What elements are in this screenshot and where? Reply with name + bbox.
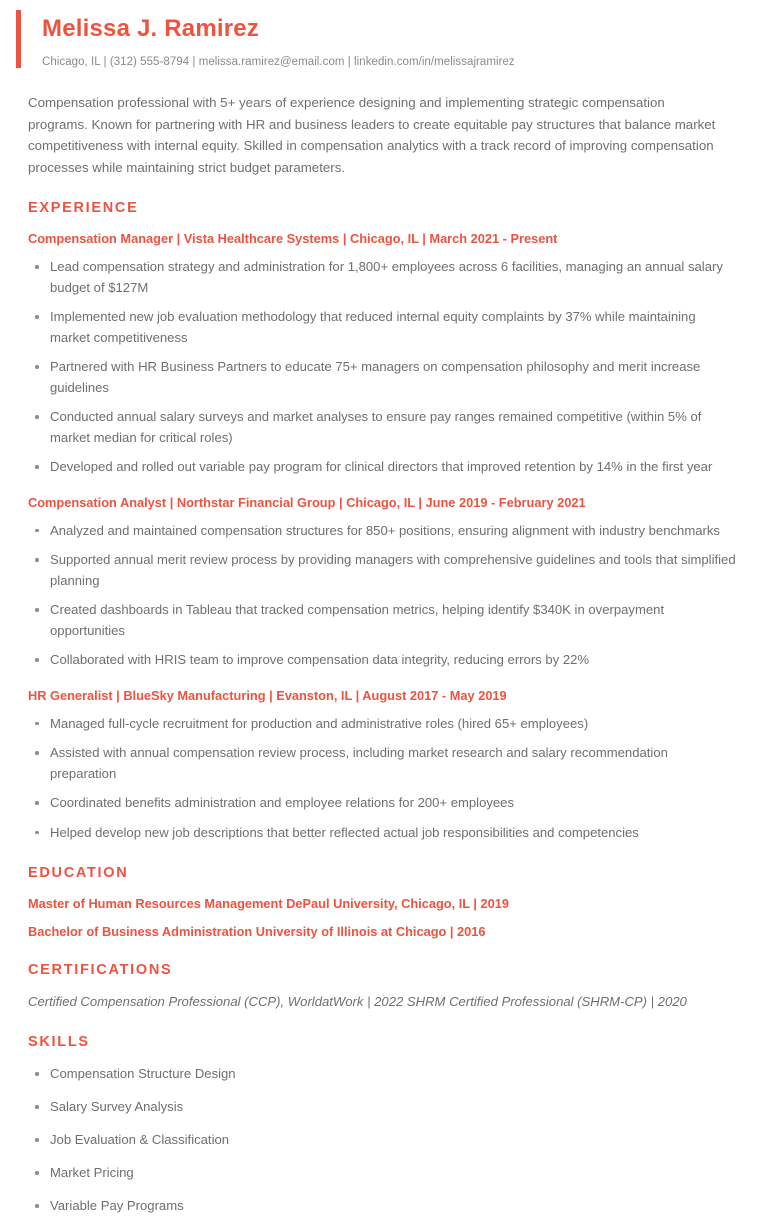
job-bullet xyxy=(28,823,746,844)
education-entry: Bachelor of Business Administration University of Illinois at Chicago | 2016 xyxy=(28,924,486,939)
job-bullet-text: Analyzed and maintained compensation structures for 850+ positions, ensuring alignment with industry benchmarks xyxy=(50,522,720,538)
skill-item-text: Variable Pay Programs xyxy=(50,1198,184,1213)
job-bullet xyxy=(28,457,746,478)
bullet-dot-icon xyxy=(35,722,39,726)
job-bullet-text: Conducted annual salary surveys and market analyses to ensure pay ranges remained competitive (within 5% of market median for critical roles) xyxy=(50,409,702,445)
skill-item xyxy=(28,1097,746,1117)
bullet-dot-icon xyxy=(35,265,39,269)
job-heading: Compensation Manager | Vista Healthcare Systems | Chicago, IL | March 2021 - Present xyxy=(28,231,558,246)
job-heading: HR Generalist | BlueSky Manufacturing | Evanston, IL | August 2017 - May 2019 xyxy=(28,687,507,703)
skill-item-text: Job Evaluation & Classification xyxy=(50,1132,230,1147)
bullet-dot-icon xyxy=(35,831,39,835)
job-bullet-text: Coordinated benefits administration and employee relations for 200+ employees xyxy=(50,795,515,810)
skills-list xyxy=(28,1064,746,1216)
experience-entry xyxy=(28,687,746,844)
section-skills xyxy=(28,1034,746,1216)
section-title-education: EDUCATION xyxy=(28,865,129,881)
job-bullet xyxy=(28,793,746,814)
skill-item-text: Market Pricing xyxy=(50,1165,134,1180)
bullet-dot-icon xyxy=(35,558,39,562)
bullet-dot-icon xyxy=(35,315,39,319)
job-bullet-text: Created dashboards in Tableau that tracked compensation metrics, helping identify $340K in overpayment opportunities xyxy=(50,602,665,638)
job-bullet xyxy=(28,407,746,448)
job-bullet-text: Supported annual merit review process by providing managers with comprehensive guidelines and tools that simplified planning xyxy=(50,552,736,588)
experience-job-list xyxy=(28,230,746,843)
bullet-dot-icon xyxy=(35,365,39,369)
section-experience xyxy=(28,200,746,843)
bullet-dot-icon xyxy=(35,751,39,755)
skill-item xyxy=(28,1163,746,1183)
job-bullet-text: Partnered with HR Business Partners to educate 75+ managers on compensation philosophy and merit increase guidelines xyxy=(50,359,701,395)
bullet-dot-icon xyxy=(35,1105,39,1109)
bullet-dot-icon xyxy=(35,1204,39,1208)
job-bullet-text: Helped develop new job descriptions that better reflected actual job responsibilities and competencies xyxy=(50,824,639,840)
bullet-dot-icon xyxy=(35,1171,39,1175)
candidate-name: Melissa J. Ramirez xyxy=(42,15,260,42)
job-bullet xyxy=(28,743,746,784)
resume-header xyxy=(28,0,746,78)
skill-item xyxy=(28,1130,746,1150)
job-bullet xyxy=(28,357,746,398)
job-bullet xyxy=(28,600,746,641)
bullet-dot-icon xyxy=(35,608,39,612)
section-title-certifications: CERTIFICATIONS xyxy=(28,962,173,978)
job-bullet-text: Managed full-cycle recruitment for production and administrative roles (hired 65+ employees) xyxy=(50,715,589,731)
skill-item xyxy=(28,1064,746,1084)
job-bullet xyxy=(28,521,746,542)
skill-item-text: Compensation Structure Design xyxy=(50,1066,236,1081)
section-title-experience: EXPERIENCE xyxy=(28,200,139,216)
professional-summary: Compensation professional with 5+ years of experience designing and implementing strategic compensation programs. Known for partnering with HR and business leaders to create equitable pay structures that balance market competitiveness with internal equity. Skilled in compensation analytics with a track record of improving compensation processes while maintaining strict budget parameters. xyxy=(28,95,716,175)
section-education xyxy=(28,865,746,940)
job-bullet xyxy=(28,307,746,348)
bullet-dot-icon xyxy=(35,465,39,469)
skill-item xyxy=(28,1196,746,1216)
bullet-dot-icon xyxy=(35,658,39,662)
job-bullet-text: Assisted with annual compensation review process, including market research and salary recommendation preparation xyxy=(50,745,668,781)
experience-entry xyxy=(28,230,746,478)
job-bullet-list xyxy=(28,257,746,478)
contact-line: Chicago, IL | (312) 555-8794 | melissa.ramirez@email.com | linkedin.com/in/melissajramirez xyxy=(42,56,515,68)
job-bullet-list xyxy=(28,714,746,844)
bullet-dot-icon xyxy=(35,529,39,533)
job-bullet-text: Collaborated with HRIS team to improve compensation data integrity, reducing errors by 22% xyxy=(50,652,590,667)
job-bullet xyxy=(28,550,746,591)
job-bullet-text: Lead compensation strategy and administration for 1,800+ employees across 6 facilities, managing an annual salary budget of $127M xyxy=(50,259,723,295)
accent-bar-icon xyxy=(16,10,21,68)
section-certifications xyxy=(28,962,746,1012)
job-bullet-text: Implemented new job evaluation methodology that reduced internal equity complaints by 37% while maintaining market competitiveness xyxy=(50,309,696,345)
experience-entry xyxy=(28,494,746,671)
bullet-dot-icon xyxy=(35,1072,39,1076)
job-bullet xyxy=(28,650,746,671)
bullet-dot-icon xyxy=(35,415,39,419)
job-heading: Compensation Analyst | Northstar Financial Group | Chicago, IL | June 2019 - February 2021 xyxy=(28,494,586,510)
education-entry: Master of Human Resources Management DePaul University, Chicago, IL | 2019 xyxy=(28,896,510,911)
section-title-skills: SKILLS xyxy=(28,1034,90,1050)
bullet-dot-icon xyxy=(35,801,39,805)
job-bullet xyxy=(28,257,746,298)
job-bullet-text: Developed and rolled out variable pay program for clinical directors that improved retention by 14% in the first year xyxy=(50,459,713,474)
bullet-dot-icon xyxy=(35,1138,39,1142)
certifications-text: Certified Compensation Professional (CCP), WorldatWork | 2022 SHRM Certified Professional (SHRM-CP) | 2020 xyxy=(28,994,687,1009)
job-bullet-list xyxy=(28,521,746,671)
education-entry-list xyxy=(28,895,746,940)
skill-item-text: Salary Survey Analysis xyxy=(50,1099,184,1114)
job-bullet xyxy=(28,714,746,735)
